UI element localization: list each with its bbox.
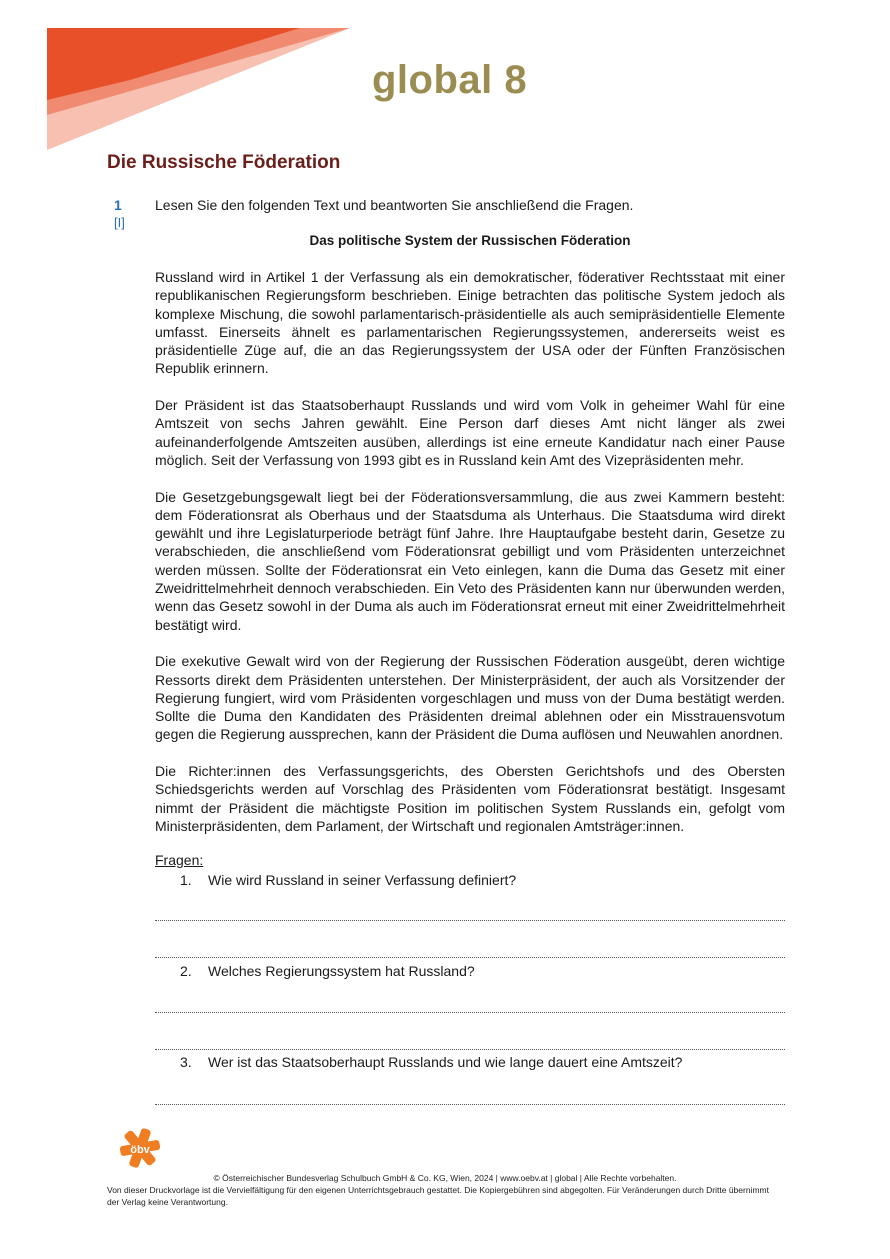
paragraph: Die Gesetzgebungsgewalt liegt bei der Föderationsversammlung, die aus zwei Kammern besteht: dem Föderationsrat als Oberhaus und der Staatsduma als Unterhaus. Die Staatsduma wird direkt gewählt und ihre Legislaturperiode beträgt fünf Jahre. Ihre Hauptaufgabe besteht darin, Gesetze zu verabschieden, die anschließend vom Föderationsrat gebilligt und vom Präsidenten unterzeichnet werden müssen. Sollte der Föderationsrat ein Veto einlegen, kann die Duma das Gesetz mit einer Zweidrittelmehrheit dennoch verabschieden. Ein Veto des Präsidenten kann nur überwunden werden, wenn das Gesetz sowohl in der Duma als auch im Föderationsrat erneut mit einer Zweidrittelmehrheit bestätigt wird. [155,488,785,633]
question-number: 1. [180,872,192,888]
paragraph: Russland wird in Artikel 1 der Verfassung als ein demokratischer, föderativer Rechtsstaat mit einer republikanischen Regierungsform beschrieben. Einige betrachten das politische System jedoch als komplexe Mischung, die sowohl parlamentarisch-präsidentielle als auch semipräsidentielle Elemente umfasst. Einerseits ähnelt es parlamentarischen Regierungssystemen, andererseits weist es präsidentielle Züge auf, die an das Regierungssystem der USA oder der Fünften Französischen Republik erinnern. [155,269,785,377]
exercise-instruction: Lesen Sie den folgenden Text und beantworten Sie anschließend die Fragen. [155,197,634,213]
logo-text: öbv [130,1144,150,1156]
page-title: Die Russische Föderation [107,152,341,173]
answer-line[interactable] [155,1090,785,1105]
question-number: 3. [180,1054,192,1070]
paragraph: Der Präsident ist das Staatsoberhaupt Russlands und wird vom Volk in geheimer Wahl für eine Amtszeit von sechs Jahren gewählt. Eine Person darf dieses Amt nicht länger als zwei aufeinanderfolgende Amtszeiten ausüben, allerdings ist eine erneute Kandidatur nach einer Pause möglich. Seit der Verfassung von 1993 gibt es in Russland kein Amt des Vizepräsidenten mehr. [155,397,785,468]
paragraph: Die exekutive Gewalt wird von der Regierung der Russischen Föderation ausgeübt, deren wichtige Ressorts direkt dem Präsidenten unterstehen. Der Ministerpräsident, der auch als Vorsitzender der Regierung fungiert, wird vom Präsidenten vorgeschlagen und muss von der Duma bestätigt werden. Sollte die Duma den Kandidaten des Präsidenten dreimal ablehnen oder ein Misstrauensvotum gegen die Regierung aussprechen, kann der Präsident die Duma auflösen und Neuwahlen anordnen. [155,653,785,743]
paragraph: Die Richter:innen des Verfassungsgerichts, des Obersten Gerichtshofs und des Obersten Schiedsgerichts werden auf Vorschlag des Präsidenten vom Föderationsrat bestätigt. Insgesamt nimmt der Präsident die mächtigste Position im politischen System Russlands ein, gefolgt vom Ministerpräsidenten, dem Parlament, der Wirtschaft und regionalen Amtsträger:innen. [155,763,785,834]
question-text: Wer ist das Staatsoberhaupt Russlands und wie lange dauert eine Amtszeit? [208,1054,683,1070]
question-item [180,872,516,888]
footer-notice: Von dieser Druckvorlage ist die Vervielfältigung für den eigenen Unterrichtsgebrauch gestattet. Die Kopiergebühren sind abgegolten. Für Veränderungen durch Dritte übernimmt der Verlag keine Verantwortung. [107,1185,769,1207]
questions-heading: Fragen: [155,852,204,868]
exercise-level: [I] [114,215,125,230]
question-item [180,1054,682,1070]
exercise-number: 1 [114,197,122,213]
answer-line[interactable] [155,998,785,1013]
question-text: Welches Regierungssystem hat Russland? [208,963,475,979]
brand-title: global 8 [372,58,528,102]
answer-line[interactable] [155,906,785,921]
question-text: Wie wird Russland in seiner Verfassung definiert? [208,872,517,888]
question-number: 2. [180,963,192,979]
article-body [155,268,785,854]
answer-line[interactable] [155,1035,785,1050]
answer-line[interactable] [155,943,785,958]
header-banner-graphic [0,0,360,152]
footer-copyright: © Österreichischer Bundesverlag Schulbuch GmbH & Co. KG, Wien, 2024 | www.oebv.at | global | Alle Rechte vorbehalten. [213,1173,677,1183]
text-heading: Das politische System der Russischen Föderation [309,233,631,248]
oebv-logo-icon [118,1126,162,1170]
question-item [180,963,475,979]
